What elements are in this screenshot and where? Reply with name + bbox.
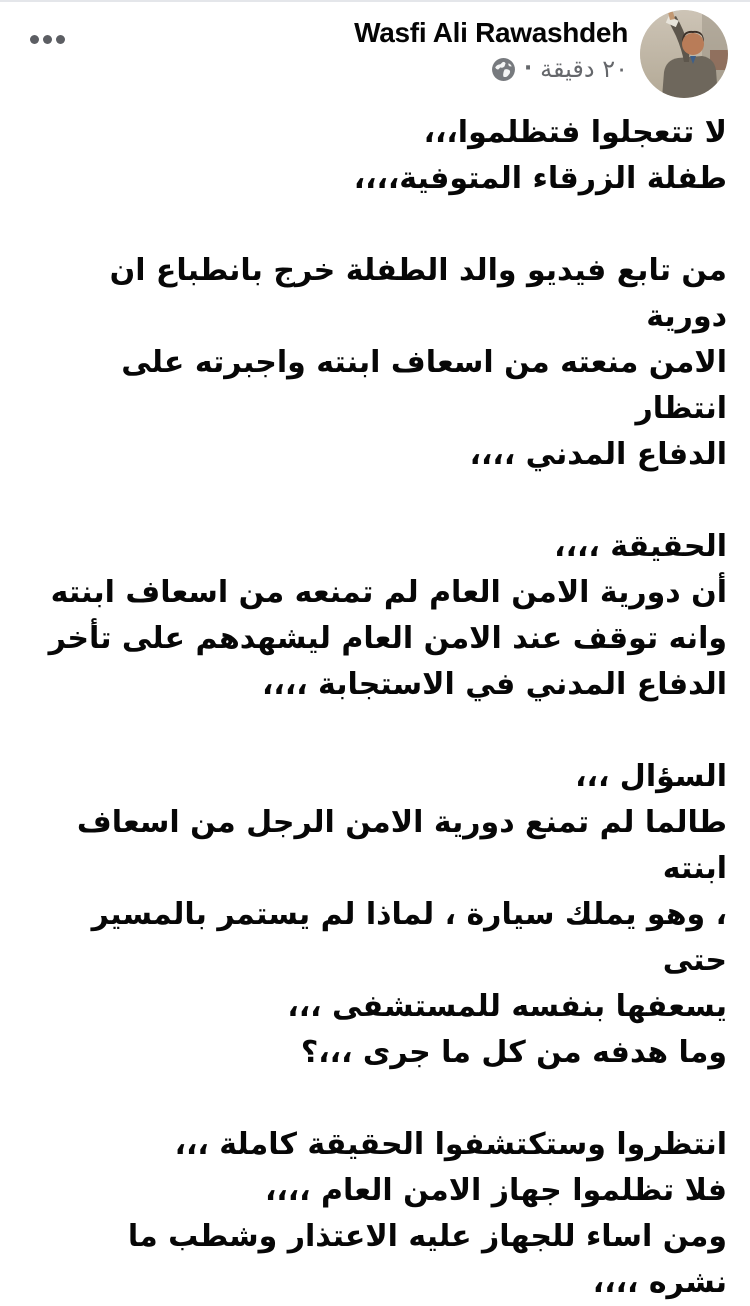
post-subline <box>491 54 628 84</box>
post-text-line: طفلة الزرقاء المتوفية،،،، <box>353 161 727 196</box>
avatar[interactable] <box>640 10 728 98</box>
post-paragraph <box>23 524 727 708</box>
ellipsis-dot <box>43 35 52 44</box>
post-text-line: الدفاع المدني ،،،، <box>469 437 727 472</box>
header-meta <box>354 10 628 84</box>
post-text-line: يسعفها بنفسه للمستشفى ،،، <box>287 989 727 1024</box>
post-text-line: وانه توقف عند الامن العام ليشهدهم على تأخر <box>48 621 727 656</box>
post-header <box>0 0 750 98</box>
post-text-line: طالما لم تمنع دورية الامن الرجل من اسعاف ابنته <box>76 805 727 886</box>
timestamp[interactable]: ٢٠ دقيقة <box>540 55 628 83</box>
post-text-line: الحقيقة ،،،، <box>554 529 727 564</box>
post-text-line: انتظروا وستكتشفوا الحقيقة كاملة ،،، <box>174 1127 727 1162</box>
author-name[interactable]: Wasfi Ali Rawashdeh <box>354 17 628 48</box>
post-text-line: من تابع فيديو والد الطفلة خرج بانطباع ان دورية <box>109 253 727 334</box>
post-text-line: فلا تظلموا جهاز الامن العام ،،،، <box>264 1173 727 1208</box>
ellipsis-dot <box>30 35 39 44</box>
post-text-line: الامن منعته من اسعاف ابنته واجبرته على انتظار <box>121 345 727 426</box>
post-paragraph <box>23 248 727 478</box>
post-text-line: وما هدفه من كل ما جرى ،،،؟ <box>300 1035 727 1070</box>
post-text-line: الدفاع المدني في الاستجابة ،،،، <box>262 667 727 702</box>
post-options-menu[interactable] <box>28 29 67 50</box>
post-text-line: ، وهو يملك سيارة ، لماذا لم يستمر بالمسير حتى <box>91 897 727 978</box>
post-paragraph <box>23 1122 727 1306</box>
post-text-line: السؤال ،،، <box>575 759 727 794</box>
post-text-line: نشره ،،،، <box>592 1265 727 1300</box>
post-text-line: أن دورية الامن العام لم تمنعه من اسعاف ابنته <box>50 575 727 610</box>
post-text-line: ومن اساء للجهاز عليه الاعتذار وشطب ما <box>127 1219 727 1254</box>
globe-privacy-icon <box>491 57 516 82</box>
avatar-photo-man-raising-finger <box>640 10 728 98</box>
post-text-line: لا تتعجلوا فتظلموا،،، <box>423 115 727 150</box>
post-paragraph <box>23 110 727 202</box>
post-body <box>0 98 750 1306</box>
ellipsis-dot <box>56 35 65 44</box>
dot-separator: · <box>523 56 533 81</box>
post-paragraph <box>23 754 727 1076</box>
